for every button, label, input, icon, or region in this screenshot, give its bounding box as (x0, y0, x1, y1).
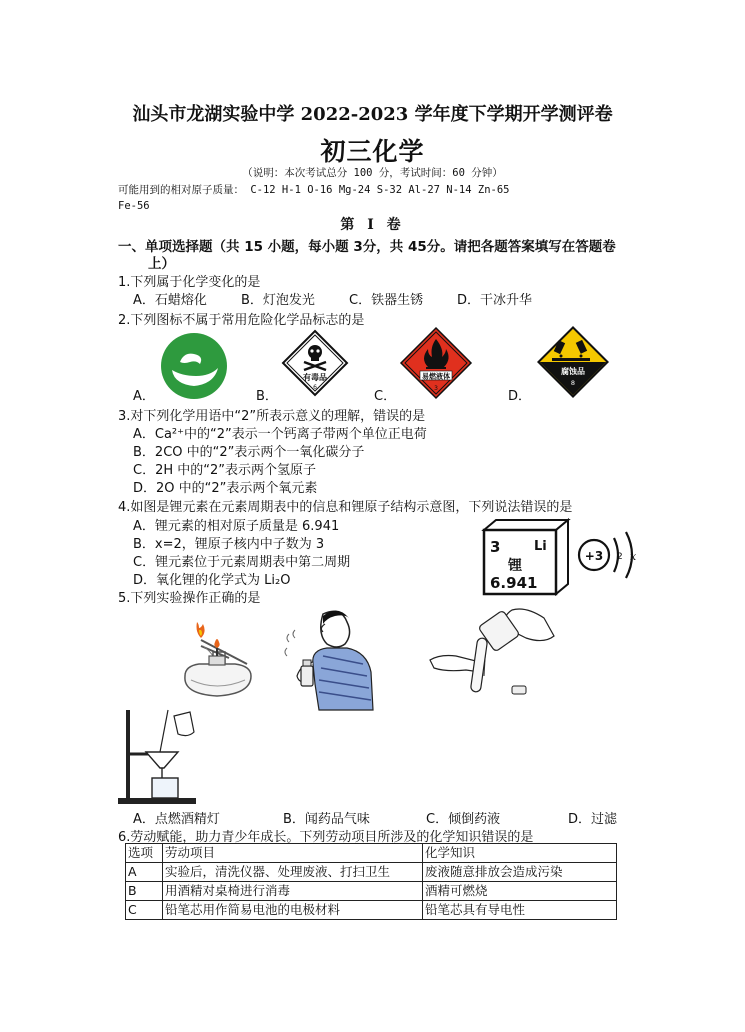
lithium-mass: 6.941 (490, 574, 538, 592)
lithium-shell-x: x (630, 550, 637, 563)
q1-option-b: B．灯泡发光 (241, 293, 315, 308)
table-cell: C (126, 901, 163, 920)
exam-note: （说明：本次考试总分 100 分，考试时间：60 分钟） (242, 167, 503, 179)
table-cell: 废液随意排放会造成污染 (423, 863, 617, 882)
table-cell: 实验后，清洗仪器、处理废液、打扫卫生 (163, 863, 423, 882)
q2-label-c: C． (374, 389, 397, 404)
section-heading-cont: 上） (148, 256, 175, 272)
lithium-element-cell (482, 518, 570, 596)
q5-option-d: D．过滤 (568, 812, 618, 827)
corrosive-sign-icon (536, 325, 610, 399)
alcohol-lamp-lighting-illustration (165, 612, 265, 712)
table-header-row (126, 844, 617, 863)
table-cell: 用酒精对桌椅进行消毒 (163, 882, 423, 901)
flammable-sign-text: 易燃液体 (422, 372, 450, 381)
volume-label: 第 I 卷 (340, 217, 405, 233)
corrosive-sign-text: 腐蚀品 (561, 367, 585, 376)
q1-option-c: C．铁器生锈 (349, 293, 424, 308)
q4-option-d: D．氧化锂的化学式为 Li₂O (133, 573, 291, 588)
table-header-cell: 劳动项目 (163, 844, 423, 863)
q1-stem: 1.下列属于化学变化的是 (118, 275, 261, 290)
q4-option-a: A．锂元素的相对原子质量是 6.941 (133, 519, 340, 534)
q3-option-b: B．2CO 中的“2”表示两个一氧化碳分子 (133, 445, 365, 460)
q4-stem: 4.如图是锂元素在元素周期表中的信息和锂原子结构示意图，下列说法错误的是 (118, 500, 573, 515)
q6-stem: 6.劳动赋能，助力青少年成长。下列劳动项目所涉及的化学知识错误的是 (118, 830, 534, 845)
lithium-name: 锂 (508, 558, 522, 574)
q1-option-d: D．干冰升华 (457, 293, 533, 308)
table-header-cell: 化学知识 (423, 844, 617, 863)
q4-option-b: B．x=2，锂原子核内中子数为 3 (133, 537, 325, 552)
green-recycle-sign-icon (160, 332, 228, 400)
table-cell: 铅笔芯具有导电性 (423, 901, 617, 920)
lithium-symbol: Li (534, 539, 547, 554)
section-heading: 一、单项选择题（共 15 小题，每小题 3分，共 45分。请把各题答案填写在答题卷 (118, 239, 616, 255)
q5-stem: 5.下列实验操作正确的是 (118, 591, 261, 606)
q3-option-d: D．2O 中的“2”表示两个氧元素 (133, 481, 318, 496)
q2-stem: 2.下列图标不属于常用危险化学品标志的是 (118, 313, 365, 328)
toxic-sign-icon (282, 330, 348, 396)
q2-label-d: D． (508, 389, 532, 404)
q1-option-a: A．石蜡熔化 (133, 293, 207, 308)
q3-option-a: A．Ca²⁺中的“2”表示一个钙离子带两个单位正电荷 (133, 427, 427, 442)
filtration-apparatus-illustration (118, 706, 208, 806)
table-row (126, 901, 617, 920)
exam-title: 汕头市龙湖实验中学 2022-2023 学年度下学期开学测评卷 (132, 104, 613, 125)
corrosive-sign-number: 8 (570, 379, 576, 387)
q3-option-c: C．2H 中的“2”表示两个氢原子 (133, 463, 316, 478)
q5-option-c: C．倾倒药液 (426, 812, 501, 827)
q5-option-b: B．闻药品气味 (283, 812, 370, 827)
table-cell: 酒精可燃烧 (423, 882, 617, 901)
table-cell: B (126, 882, 163, 901)
lithium-atomic-number: 3 (490, 538, 501, 556)
atomic-masses: 可能用到的相对原子质量： C-12 H-1 O-16 Mg-24 S-32 Al-27 N-14 Zn-65 (118, 184, 510, 196)
q5-option-a: A．点燃酒精灯 (133, 812, 220, 827)
lithium-atom-diagram (574, 524, 646, 586)
flammable-sign-number: 3 (434, 385, 438, 392)
table-header-cell: 选项 (126, 844, 163, 863)
lithium-nucleus-charge: +3 (584, 549, 604, 563)
atomic-masses-cont: Fe-56 (118, 200, 150, 212)
table-cell: A (126, 863, 163, 882)
smelling-chemical-illustration (283, 604, 383, 714)
q3-stem: 3.对下列化学用语中“2”所表示意义的理解，错误的是 (118, 409, 426, 424)
flammable-liquid-sign-icon (400, 327, 472, 399)
pouring-liquid-illustration (426, 606, 556, 702)
toxic-sign-number: 6 (313, 384, 317, 391)
q6-table (125, 843, 617, 920)
table-row (126, 863, 617, 882)
table-cell: 铅笔芯用作简易电池的电极材料 (163, 901, 423, 920)
q2-label-a: A． (133, 389, 155, 404)
subject-title: 初三化学 (320, 137, 425, 166)
q4-option-c: C．锂元素位于元素周期表中第二周期 (133, 555, 351, 570)
table-row (126, 882, 617, 901)
toxic-sign-text: 有毒品 (303, 373, 327, 382)
q2-label-b: B． (256, 389, 278, 404)
svg-text:2: 2 (617, 552, 623, 562)
